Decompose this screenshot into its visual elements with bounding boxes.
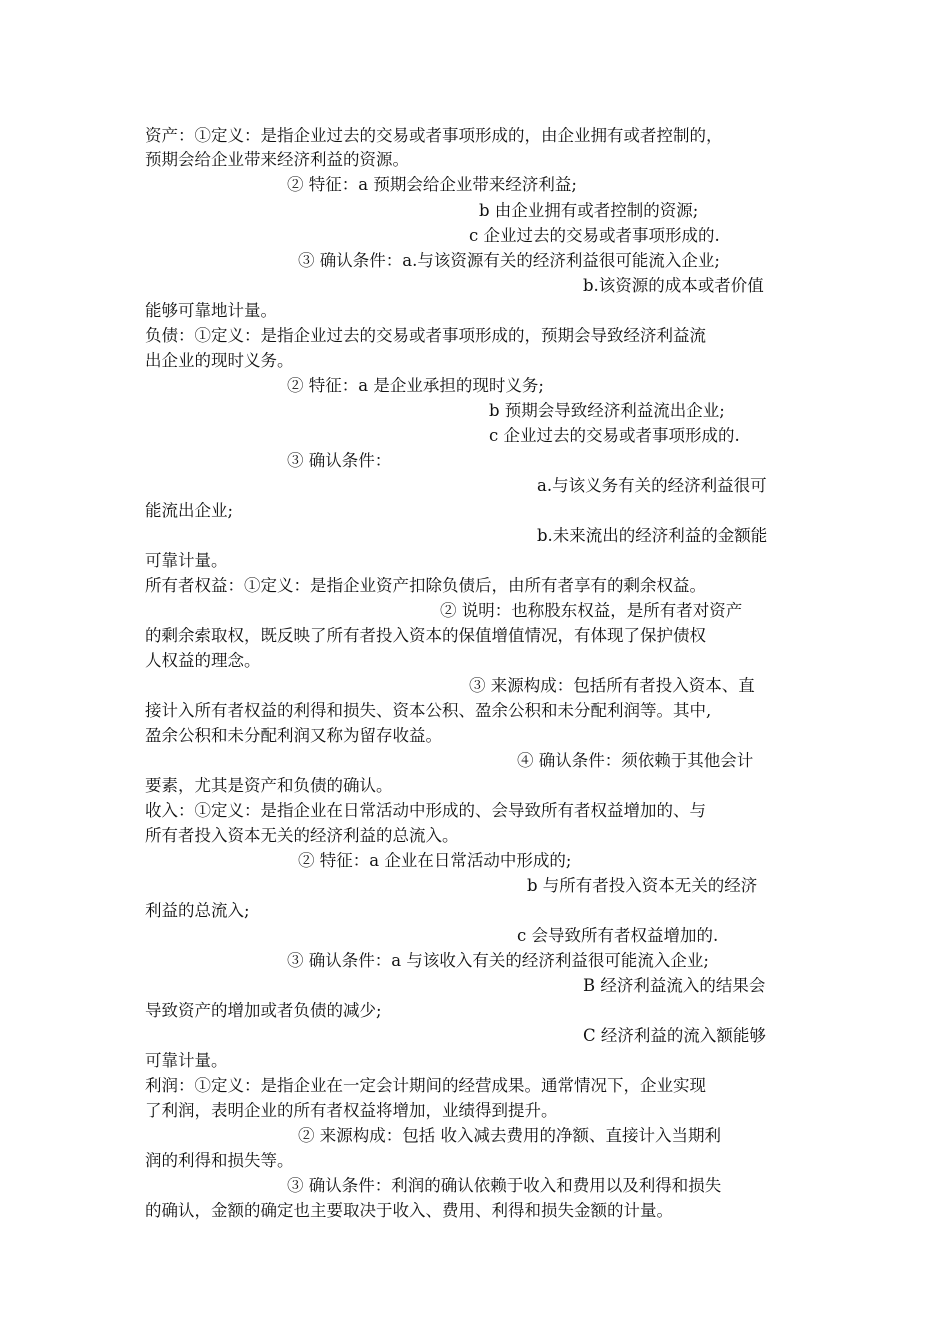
text-line: 出企业的现时义务。 bbox=[145, 351, 294, 370]
text-line: 利润：①定义：是指企业在一定会计期间的经营成果。通常情况下，企业实现 bbox=[145, 1076, 706, 1095]
text-line: ② 说明：也称股东权益，是所有者对资产 bbox=[440, 601, 743, 620]
text-line: 能够可靠地计量。 bbox=[145, 301, 277, 320]
text-line: 接计入所有者权益的利得和损失、资本公积、盈余公积和未分配利润等。其中, bbox=[145, 701, 712, 720]
text-line: 所有者投入资本无关的经济利益的总流入。 bbox=[145, 826, 459, 845]
text-line: c 企业过去的交易或者事项形成的. bbox=[489, 426, 740, 445]
text-line: ③ 确认条件： bbox=[287, 451, 392, 470]
text-line: 可靠计量。 bbox=[145, 551, 228, 570]
text-line: c 企业过去的交易或者事项形成的. bbox=[469, 226, 720, 245]
text-line: 资产：①定义：是指企业过去的交易或者事项形成的，由企业拥有或者控制的， bbox=[145, 126, 723, 145]
text-line: 收入：①定义：是指企业在日常活动中形成的、会导致所有者权益增加的、与 bbox=[145, 801, 706, 820]
text-line: 所有者权益：①定义：是指企业资产扣除负债后，由所有者享有的剩余权益。 bbox=[145, 576, 706, 595]
text-line: 利益的总流入; bbox=[145, 901, 250, 920]
text-line: 能流出企业; bbox=[145, 501, 234, 520]
text-line: c 会导致所有者权益增加的. bbox=[517, 926, 719, 945]
text-line: b 由企业拥有或者控制的资源; bbox=[479, 201, 699, 220]
text-line: 的确认，金额的确定也主要取决于收入、费用、利得和损失金额的计量。 bbox=[145, 1201, 673, 1220]
text-line: b.该资源的成本或者价值 bbox=[583, 276, 764, 295]
text-line: 要素，尤其是资产和负债的确认。 bbox=[145, 776, 393, 795]
text-line: 负债：①定义：是指企业过去的交易或者事项形成的，预期会导致经济利益流 bbox=[145, 326, 706, 345]
text-line: 了利润，表明企业的所有者权益将增加，业绩得到提升。 bbox=[145, 1101, 558, 1120]
text-line: B 经济利益流入的结果会 bbox=[583, 976, 766, 995]
text-line: 盈余公积和未分配利润又称为留存收益。 bbox=[145, 726, 442, 745]
text-line: 可靠计量。 bbox=[145, 1051, 228, 1070]
text-line: ④ 确认条件：须依赖于其他会计 bbox=[517, 751, 754, 770]
text-line: 导致资产的增加或者负债的减少; bbox=[145, 1001, 382, 1020]
text-line: ② 特征：a 是企业承担的现时义务; bbox=[287, 376, 544, 395]
text-line: ③ 来源构成：包括所有者投入资本、直 bbox=[469, 676, 755, 695]
text-line: ② 来源构成：包括 收入减去费用的净额、直接计入当期利 bbox=[298, 1126, 721, 1145]
text-line: C 经济利益的流入额能够 bbox=[583, 1026, 766, 1045]
text-line: a.与该义务有关的经济利益很可 bbox=[537, 476, 767, 495]
text-line: b 与所有者投入资本无关的经济 bbox=[527, 876, 758, 895]
text-line: 的剩余索取权，既反映了所有者投入资本的保值增值情况，有体现了保护债权 bbox=[145, 626, 706, 645]
text-line: 人权益的理念。 bbox=[145, 651, 261, 670]
text-line: b 预期会导致经济利益流出企业; bbox=[489, 401, 725, 420]
text-line: ③ 确认条件：a 与该收入有关的经济利益很可能流入企业; bbox=[287, 951, 709, 970]
text-line: ② 特征：a 企业在日常活动中形成的; bbox=[298, 851, 572, 870]
text-line: 预期会给企业带来经济利益的资源。 bbox=[145, 150, 409, 169]
text-line: 润的利得和损失等。 bbox=[145, 1151, 294, 1170]
text-line: b.未来流出的经济利益的金额能 bbox=[537, 526, 768, 545]
text-line: ③ 确认条件：a.与该资源有关的经济利益很可能流入企业; bbox=[298, 251, 720, 270]
text-line: ③ 确认条件：利润的确认依赖于收入和费用以及利得和损失 bbox=[287, 1176, 722, 1195]
text-line: ② 特征：a 预期会给企业带来经济利益; bbox=[287, 175, 577, 194]
